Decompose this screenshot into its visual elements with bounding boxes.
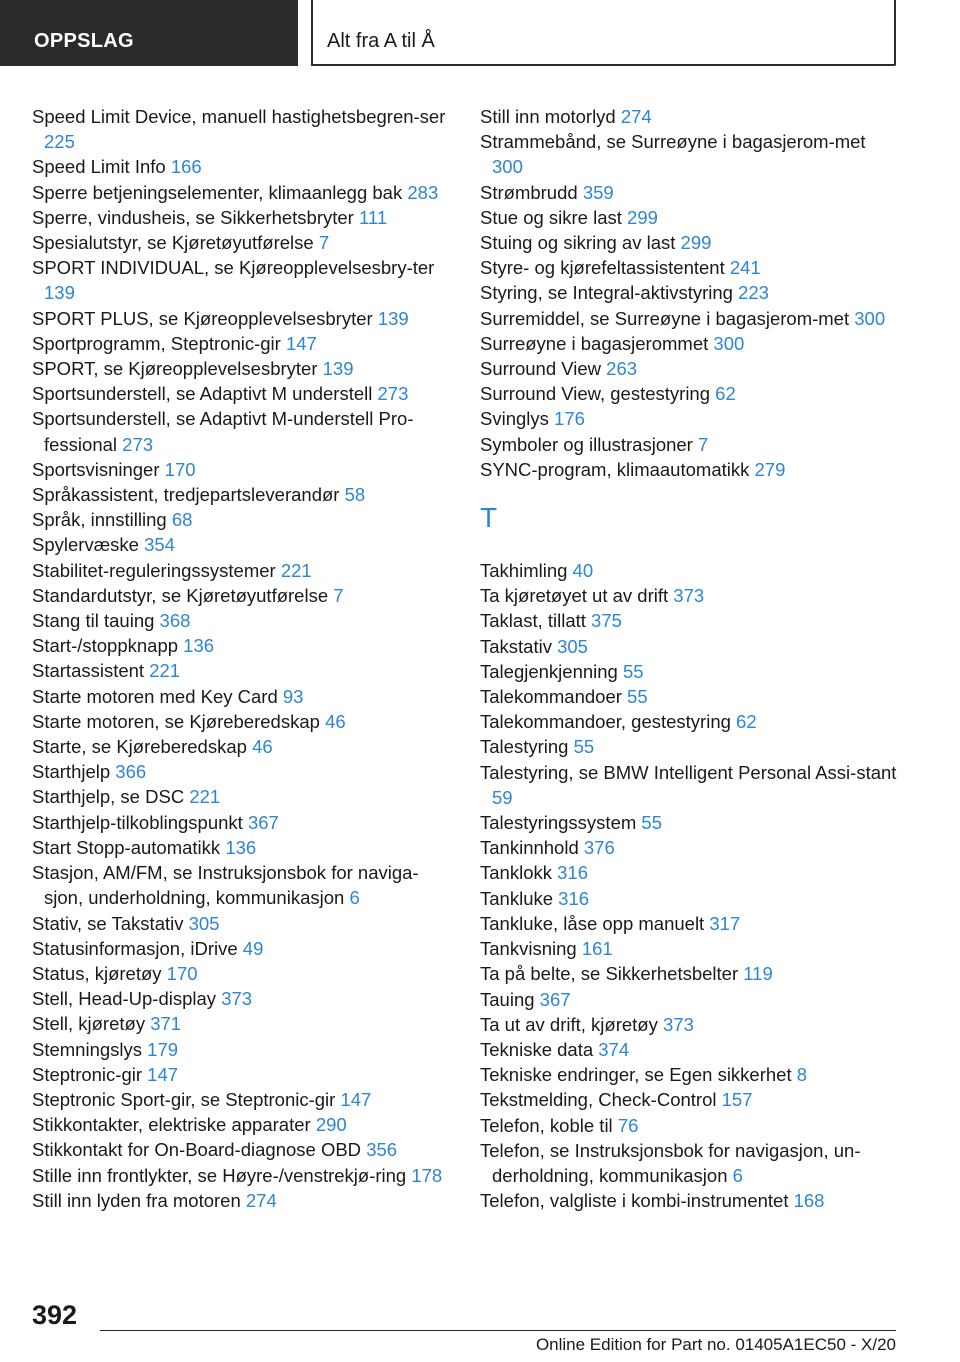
entry-text: Styring, se Integral-aktivstyring: [480, 282, 733, 304]
index-entry: [480, 1062, 900, 1087]
entry-text: Stikkontakter, elektriske apparater: [32, 1114, 311, 1136]
entry-text: Stabilitet-reguleringssystemer: [32, 559, 276, 581]
entry-page-link[interactable]: 223: [738, 282, 769, 304]
entry-text: Starthjelp: [32, 761, 111, 783]
index-entry: [480, 961, 900, 986]
entry-page-link[interactable]: 221: [280, 559, 312, 581]
entry-text: Stativ, se Takstativ: [32, 912, 184, 934]
entry-text: Sperre betjeningselementer, klimaanlegg bak: [32, 181, 403, 203]
entry-page-link[interactable]: 290: [315, 1114, 347, 1136]
entry-page-link[interactable]: 356: [366, 1139, 398, 1161]
index-entry: [480, 1087, 900, 1112]
entry-text: Taklast, tillatt: [480, 610, 586, 632]
entry-page-link[interactable]: 354: [144, 534, 175, 556]
entry-page-link[interactable]: 176: [554, 408, 585, 430]
entry-page-link[interactable]: 368: [159, 610, 191, 632]
entry-page-link[interactable]: 367: [539, 988, 571, 1010]
index-entry: [480, 835, 900, 860]
entry-text: SPORT, se Kjøreopplevelsesbryter: [32, 358, 318, 380]
entry-page-link[interactable]: 274: [245, 1189, 277, 1211]
entry-page-link[interactable]: 119: [743, 963, 773, 985]
entry-page-link[interactable]: 111: [358, 206, 388, 228]
index-entry: [32, 986, 452, 1011]
index-entry: [32, 1112, 452, 1137]
index-entry: [480, 558, 900, 583]
index-entry: [32, 810, 452, 835]
index-entry: [32, 759, 452, 784]
index-entry: [32, 532, 452, 557]
index-entry: [480, 1138, 900, 1188]
footer-edition: Online Edition for Part no. 01405A1EC50 - X/20: [535, 1335, 896, 1354]
entry-text: Talestyring: [480, 736, 569, 758]
entry-text: Start Stopp-automatikk: [32, 836, 221, 858]
entry-page-link[interactable]: 373: [673, 585, 705, 607]
entry-page-link[interactable]: 58: [344, 484, 366, 506]
entry-page-link[interactable]: 367: [247, 811, 279, 833]
index-entry: [480, 406, 900, 431]
index-entry: [480, 709, 900, 734]
entry-text: Ta på belte, se Sikkerhetsbelter: [480, 963, 739, 985]
entry-text: Starthjelp, se DSC: [32, 786, 185, 808]
entry-page-link[interactable]: 6: [349, 887, 360, 909]
entry-page-link[interactable]: 305: [188, 912, 220, 934]
entry-page-link[interactable]: 221: [189, 786, 221, 808]
index-entry: [32, 1137, 452, 1162]
entry-text: Svinglys: [480, 408, 549, 430]
index-entry: [480, 659, 900, 684]
entry-page-link[interactable]: 178: [411, 1164, 443, 1186]
entry-text: Stasjon, AM/FM, se Instruksjonsbok for naviga‐sjon, underholdning, kommunikasjon: [32, 862, 419, 909]
entry-text: Stikkontakt for On-Board-diagnose OBD: [32, 1139, 362, 1161]
entry-text: Talestyringssystem: [480, 812, 637, 834]
entry-page-link[interactable]: 46: [325, 710, 346, 732]
index-entry: [32, 1011, 452, 1036]
entry-text: Starthjelp-tilkoblingspunkt: [32, 811, 243, 833]
page-number: 392: [32, 1300, 78, 1330]
index-entry: [480, 255, 900, 280]
entry-page-link[interactable]: 136: [225, 836, 257, 858]
entry-text: Stemningslys: [32, 1038, 143, 1060]
chapter-tab: Alt fra A til Å: [311, 0, 896, 66]
entry-page-link[interactable]: 7: [318, 232, 330, 254]
entry-text: Stang til tauing: [32, 610, 155, 632]
entry-page-link[interactable]: 300: [492, 156, 523, 178]
entry-page-link[interactable]: 170: [166, 962, 198, 984]
index-group-t: [480, 558, 900, 1213]
entry-page-link[interactable]: 139: [322, 358, 354, 380]
index-column-left: [32, 104, 452, 1213]
entry-page-link[interactable]: 147: [147, 1063, 179, 1085]
index-entry: [32, 356, 452, 381]
entry-page-link[interactable]: 147: [285, 332, 317, 354]
entry-text: Talestyring, se BMW Intelligent Personal Assi‐stant: [480, 761, 897, 783]
entry-page-link[interactable]: 375: [591, 610, 622, 632]
index-entry: [480, 104, 900, 129]
entry-text: Talekommandoer: [480, 686, 622, 708]
index-entry: [480, 987, 900, 1012]
entry-page-link[interactable]: 55: [641, 812, 662, 834]
entry-text: Tankluke, låse opp manuelt: [480, 912, 705, 934]
index-entry: [32, 331, 452, 356]
index-entry: [32, 306, 452, 331]
entry-page-link[interactable]: 376: [583, 837, 615, 859]
entry-text: Status, kjøretøy: [32, 962, 162, 984]
index-entry: [480, 936, 900, 961]
index-entry: [32, 1037, 452, 1062]
entry-text: Steptronic-gir: [32, 1063, 143, 1085]
index-entry: [480, 230, 900, 255]
index-entry: [480, 205, 900, 230]
index-entry: [480, 810, 900, 835]
index-entry: [32, 230, 452, 255]
index-entry: [480, 886, 900, 911]
entry-page-link[interactable]: 316: [557, 862, 588, 884]
index-entry: [32, 507, 452, 532]
entry-text: Starte motoren, se Kjøreberedskap: [32, 710, 320, 732]
entry-text: Tekniske endringer, se Egen sikkerhet: [480, 1064, 792, 1086]
entry-text: Telefon, koble til: [480, 1114, 613, 1136]
entry-text: Stell, Head-Up-display: [32, 988, 217, 1010]
index-entry: [32, 835, 452, 860]
index-entry: [480, 306, 900, 331]
entry-text: Surround View: [480, 358, 602, 380]
index-entry: [32, 583, 452, 608]
entry-page-link[interactable]: 7: [333, 584, 344, 606]
index-entry: [32, 457, 452, 482]
entry-page-link[interactable]: 366: [115, 761, 147, 783]
index-entry: [32, 558, 452, 583]
index-entry: [32, 1087, 452, 1112]
entry-text: Språk, innstilling: [32, 509, 167, 531]
index-entry: [480, 684, 900, 709]
entry-text: Statusinformasjon, iDrive: [32, 937, 238, 959]
entry-text: Sperre, vindusheis, se Sikkerhetsbryter: [32, 206, 354, 228]
index-entry: [480, 129, 900, 179]
index-entry: [32, 734, 452, 759]
index-entry: [32, 709, 452, 734]
entry-text: Talegjenkjenning: [480, 660, 618, 682]
entry-text: Stell, kjøretøy: [32, 1013, 146, 1035]
entry-text: Surround View, gestestyring: [480, 383, 711, 405]
entry-page-link[interactable]: 299: [680, 232, 712, 254]
entry-text: Ta kjøretøyet ut av drift: [480, 585, 669, 607]
entry-text: Styre- og kjørefeltassistentent: [480, 257, 725, 279]
entry-page-link[interactable]: 305: [557, 635, 588, 657]
entry-page-link[interactable]: 373: [663, 1013, 694, 1035]
entry-page-link[interactable]: 7: [697, 433, 709, 455]
index-letter-heading: T: [480, 502, 498, 534]
index-entry: [32, 784, 452, 809]
entry-page-link[interactable]: 55: [622, 660, 644, 682]
index-entry: [480, 331, 900, 356]
entry-text: Speed Limit Info: [32, 156, 166, 178]
index-entry: [32, 205, 452, 230]
index-entry: [480, 911, 900, 936]
entry-text: SPORT PLUS, se Kjøreopplevelsesbryter: [32, 307, 373, 329]
entry-text: Stille inn frontlykter, se Høyre-/venstrekjø‐ring: [32, 1164, 407, 1186]
entry-page-link[interactable]: 374: [598, 1038, 630, 1060]
entry-text: Tankinnhold: [480, 837, 579, 859]
section-tab: OPPSLAG: [0, 0, 298, 66]
entry-page-link[interactable]: 62: [736, 711, 757, 733]
index-entry: [32, 911, 452, 936]
index-entry: [480, 1037, 900, 1062]
index-entry: [480, 608, 900, 633]
entry-text: Sportsunderstell, se Adaptivt M understell: [32, 383, 373, 405]
entry-text: SPORT INDIVIDUAL, se Kjøreopplevelsesbry‐ter: [32, 257, 435, 279]
entry-page-link[interactable]: 170: [164, 458, 196, 480]
entry-text: Strammebånd, se Surreøyne i bagasjerom‐met: [480, 131, 866, 153]
entry-text: Symboler og illustrasjoner: [480, 433, 693, 455]
entry-page-link[interactable]: 157: [721, 1089, 753, 1111]
entry-page-link[interactable]: 55: [573, 736, 595, 758]
entry-text: Sportsunderstell, se Adaptivt M-understell Pro‐fessional: [32, 408, 414, 455]
index-entry: [480, 381, 900, 406]
entry-page-link[interactable]: 93: [282, 685, 304, 707]
index-entry: [32, 482, 452, 507]
entry-text: Tekstmelding, Check-Control: [480, 1089, 717, 1111]
entry-page-link[interactable]: 62: [715, 383, 736, 405]
index-entry: [32, 406, 452, 456]
entry-page-link[interactable]: 317: [709, 912, 741, 934]
index-entry: [480, 180, 900, 205]
index-entry: [32, 104, 452, 154]
entry-page-link[interactable]: 225: [44, 131, 75, 153]
index-entry: [480, 760, 900, 810]
entry-page-link[interactable]: 283: [407, 181, 439, 203]
index-entry: [480, 634, 900, 659]
index-entry: [32, 658, 452, 683]
entry-page-link[interactable]: 68: [171, 509, 193, 531]
entry-text: Stuing og sikring av last: [480, 232, 676, 254]
entry-page-link[interactable]: 371: [150, 1013, 182, 1035]
entry-text: Surreøyne i bagasjerommet: [480, 332, 709, 354]
entry-page-link[interactable]: 166: [170, 156, 202, 178]
entry-page-link[interactable]: 6: [732, 1164, 743, 1186]
index-entry: [32, 1062, 452, 1087]
entry-page-link[interactable]: 76: [617, 1114, 639, 1136]
entry-page-link[interactable]: 136: [183, 635, 215, 657]
entry-page-link[interactable]: 55: [627, 686, 648, 708]
entry-text: Talekommandoer, gestestyring: [480, 711, 731, 733]
entry-page-link[interactable]: 359: [582, 181, 614, 203]
entry-page-link[interactable]: 40: [572, 560, 594, 582]
entry-page-link[interactable]: 147: [340, 1088, 372, 1110]
entry-text: Spesialutstyr, se Kjøretøyutførelse: [32, 232, 314, 254]
entry-page-link[interactable]: 373: [221, 988, 253, 1010]
entry-page-link[interactable]: 274: [620, 106, 652, 127]
entry-text: Start-/stoppknapp: [32, 635, 179, 657]
entry-text: Telefon, se Instruksjonsbok for navigasjon, un‐derholdning, kommunikasjon: [480, 1139, 861, 1186]
entry-page-link[interactable]: 161: [581, 938, 613, 960]
entry-page-link[interactable]: 300: [713, 332, 745, 354]
entry-text: Tankvisning: [480, 938, 577, 960]
entry-page-link[interactable]: 179: [147, 1038, 179, 1060]
entry-page-link[interactable]: 263: [606, 358, 638, 380]
index-group-s: [480, 104, 900, 482]
index-entry: [32, 1163, 452, 1188]
entry-page-link[interactable]: 300: [854, 307, 886, 329]
entry-page-link[interactable]: 316: [558, 887, 590, 909]
entry-page-link[interactable]: 279: [754, 458, 786, 480]
entry-text: Startassistent: [32, 660, 145, 682]
entry-text: Still inn motorlyd: [480, 106, 616, 127]
entry-text: Tekniske data: [480, 1038, 594, 1060]
entry-page-link[interactable]: 273: [122, 433, 154, 455]
entry-page-link[interactable]: 273: [377, 383, 409, 405]
index-entry: [32, 608, 452, 633]
index-entry: [480, 1113, 900, 1138]
index-entry: [32, 381, 452, 406]
entry-page-link[interactable]: 59: [492, 786, 513, 808]
entry-page-link[interactable]: 8: [796, 1064, 808, 1086]
entry-page-link[interactable]: 241: [729, 257, 761, 279]
entry-text: Spylervæske: [32, 534, 139, 556]
index-entry: [480, 280, 900, 305]
entry-text: Starte motoren med Key Card: [32, 685, 278, 707]
entry-text: Tanklokk: [480, 862, 552, 884]
entry-page-link[interactable]: 139: [377, 307, 409, 329]
index-entry: [32, 180, 452, 205]
entry-text: Ta ut av drift, kjøretøy: [480, 1013, 658, 1035]
index-entry: [32, 154, 452, 179]
footer-divider: [100, 1330, 896, 1331]
page-header: [0, 0, 960, 66]
entry-text: Still inn lyden fra motoren: [32, 1189, 241, 1211]
index-entry: [480, 734, 900, 759]
index-entry: [32, 936, 452, 961]
entry-page-link[interactable]: 299: [627, 206, 658, 228]
entry-text: Telefon, valgliste i kombi-instrumentet: [480, 1190, 789, 1212]
entry-page-link[interactable]: 139: [44, 282, 75, 304]
entry-text: Takhimling: [480, 560, 568, 582]
entry-page-link[interactable]: 46: [252, 736, 273, 758]
entry-text: Språkassistent, tredjepartsleverandør: [32, 484, 340, 506]
index-column-right: [480, 104, 900, 1213]
index-entry: [32, 860, 452, 910]
entry-page-link[interactable]: 168: [793, 1190, 825, 1212]
index-entry: [32, 633, 452, 658]
entry-text: Tankluke: [480, 887, 554, 909]
entry-text: Surremiddel, se Surreøyne i bagasjerom‐met: [480, 307, 850, 329]
entry-text: Starte, se Kjøreberedskap: [32, 736, 247, 758]
index-entry: [32, 255, 452, 305]
entry-page-link[interactable]: 49: [242, 937, 264, 959]
index-entry: [480, 356, 900, 381]
entry-text: Sportsvisninger: [32, 458, 160, 480]
entry-text: Stue og sikre last: [480, 206, 622, 228]
entry-text: Strømbrudd: [480, 181, 578, 203]
entry-text: Sportprogramm, Steptronic-gir: [32, 332, 281, 354]
index-entry: [480, 432, 900, 457]
entry-text: Standardutstyr, se Kjøretøyutførelse: [32, 584, 329, 606]
index-entry: [32, 1188, 452, 1213]
index-entry: [32, 961, 452, 986]
index-entry: [480, 583, 900, 608]
entry-text: Takstativ: [480, 635, 552, 657]
entry-text: Tauing: [480, 988, 535, 1010]
index-entry: [480, 860, 900, 885]
index-entry: [480, 457, 900, 482]
entry-text: Speed Limit Device, manuell hastighetsbegren‐ser: [32, 106, 446, 127]
index-entry: [480, 1188, 900, 1213]
index-entry: [32, 684, 452, 709]
index-entry: [480, 1012, 900, 1037]
entry-page-link[interactable]: 221: [149, 660, 181, 682]
entry-text: Steptronic Sport-gir, se Steptronic-gir: [32, 1088, 336, 1110]
entry-text: SYNC-program, klimaautomatikk: [480, 458, 750, 480]
